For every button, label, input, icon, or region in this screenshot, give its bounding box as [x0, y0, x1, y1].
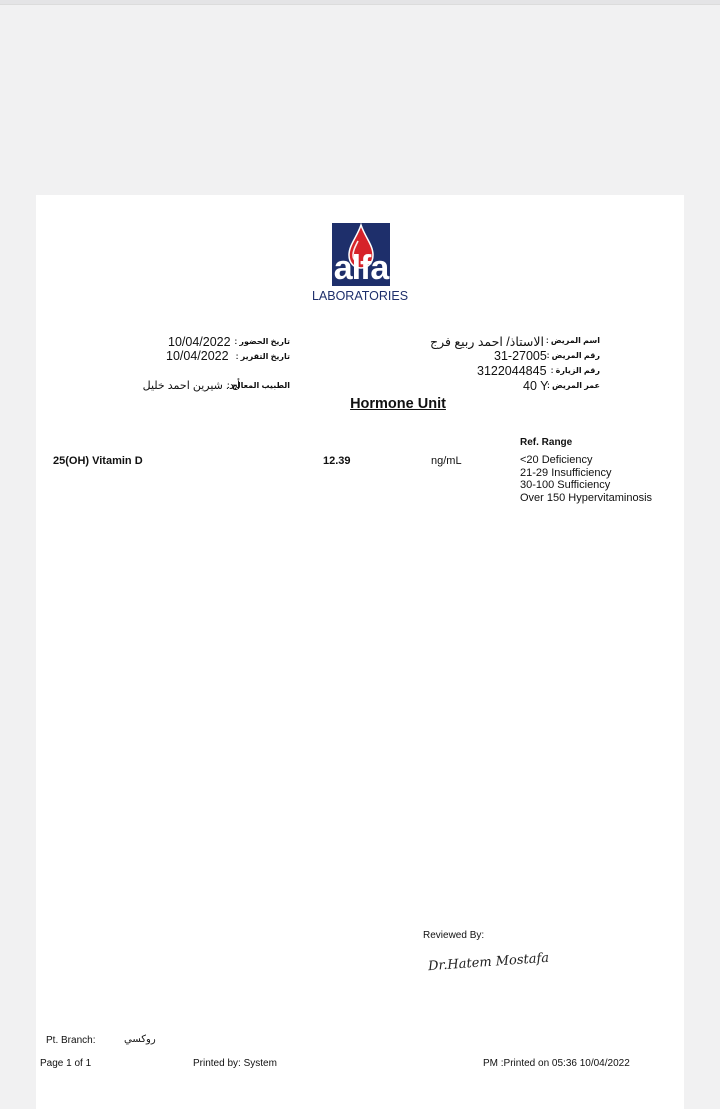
patient-age-value: 40 Y	[523, 379, 549, 393]
alfa-logo	[332, 223, 390, 286]
patient-id-value: 31-27005	[494, 349, 547, 363]
ref-range-line: <20 Deficiency	[520, 454, 593, 466]
printed-on: PM :Printed on 05:36 10/04/2022	[483, 1058, 630, 1069]
ref-range-line: 21-29 Insufficiency	[520, 466, 612, 479]
report-date-value: 10/04/2022	[166, 349, 229, 363]
ref-range-header: Ref. Range	[520, 437, 573, 448]
patient-name-label: اسم المريض :	[546, 336, 600, 345]
patient-id-label: رقم المريض :	[546, 351, 600, 360]
attendance-date-label: تاريخ الحضور :	[234, 337, 290, 346]
ref-range-line: Over 150 Hypervitaminosis	[520, 492, 653, 505]
patient-name-value: الاستاذ/ احمد ربيع فرج	[430, 335, 544, 349]
reviewer-signature: Dr.Hatem Mostafa	[427, 950, 550, 975]
report-date-label: تاريخ التقرير :	[235, 352, 290, 361]
branch-value: روكسي	[124, 1034, 156, 1045]
printed-by: Printed by: System	[193, 1058, 277, 1069]
doctor-value: أ.د. شيرين احمد خليل	[142, 380, 240, 392]
test-result: 12.39	[323, 455, 351, 467]
viewer-top-bar	[0, 0, 720, 5]
visit-number-label: رقم الزيارة :	[550, 366, 600, 375]
visit-number-value: 3122044845	[477, 364, 547, 378]
doctor-label: الطبيب المعالج :	[226, 381, 290, 390]
unit-title: Hormone Unit	[350, 396, 446, 412]
test-name: 25(OH) Vitamin D	[53, 455, 143, 467]
test-unit: ng/mL	[431, 455, 462, 467]
logo-subtitle: LABORATORIES	[311, 289, 409, 303]
ref-range-line: 30-100 Sufficiency	[520, 479, 611, 492]
branch-label: Pt. Branch:	[46, 1035, 96, 1046]
reviewed-by-label: Reviewed By:	[423, 930, 485, 941]
attendance-date-value: 10/04/2022	[168, 335, 231, 349]
patient-age-label: عمر المريض :	[547, 381, 600, 390]
logo-brand-text: alfa	[333, 249, 389, 286]
page-number: Page 1 of 1	[40, 1058, 92, 1069]
ref-range-list	[520, 454, 652, 505]
report-page	[36, 195, 684, 1109]
